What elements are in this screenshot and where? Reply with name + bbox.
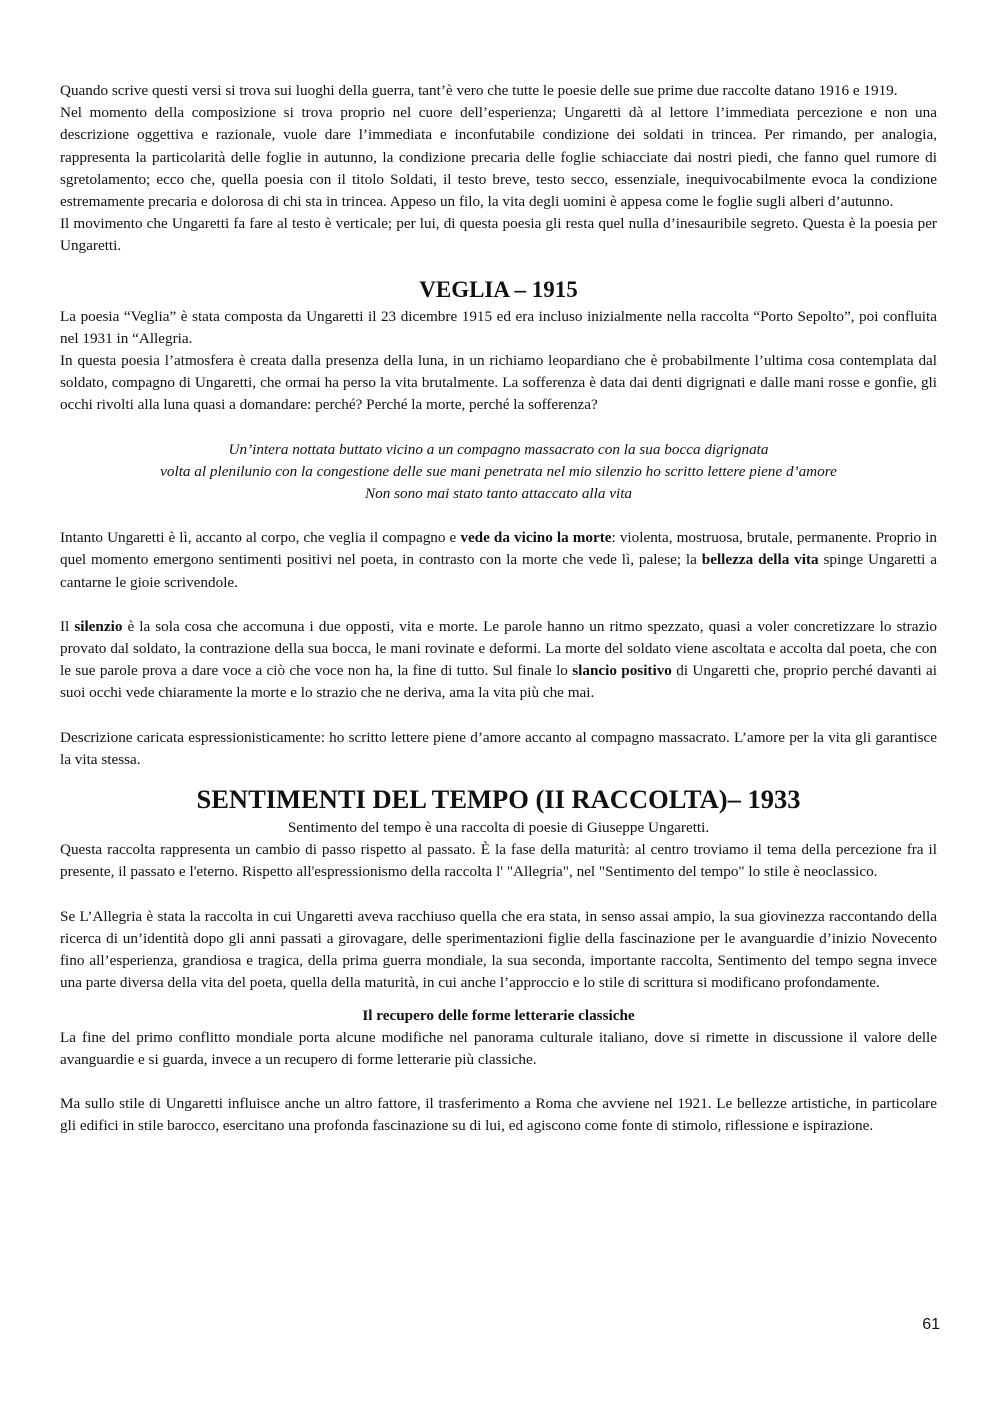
bold-phrase: vede da vicino la morte xyxy=(460,529,612,547)
veglia-paragraph-1: La poesia “Veglia” è stata composta da Ungaretti il 23 dicembre 1915 ed era incluso inizialmente nella raccolta “Porto Sepolto”, poi confluita nel 1931 in “Allegria. xyxy=(60,307,937,347)
sentimenti-paragraph-4: Ma sullo stile di Ungaretti influisce anche un altro fattore, il trasferimento a Roma che avviene nel 1921. Le bellezze artistiche, in particolare gli edifici in stile barocco, esercitano una profonda fascinazione su di lui, ed agiscono come fonte di stimolo, riflessione e ispirazione. xyxy=(60,1094,937,1135)
veglia-paragraph-5: Descrizione caricata espressionisticamente: ho scritto lettere piene d’amore accanto al compagno massacrato. L’amore per la vita gli garantisce la vita stessa. xyxy=(60,728,937,768)
sentimenti-paragraph-2: Se L’Allegria è stata la raccolta in cui Ungaretti aveva racchiuso quella che era stata, in senso assai ampio, la sua giovinezza raccontando della ricerca di un’identità dopo gli anni passati a girovagare, delle sperimentazioni figlie della fascinazione per le avanguardie d’inizio Novecento fino all’esperienza, grandiosa e tragica, della prima guerra mondiale, la sua seconda, importante raccolta, Sentimento del tempo segna invece una parte diversa della vita del poeta, quella della maturità, in cui anche l’approccio e lo stile di scrittura si modificano profondamente. xyxy=(60,907,937,992)
bold-phrase: bellezza della vita xyxy=(701,551,819,569)
page-content xyxy=(60,80,937,1137)
text-segment: Il xyxy=(60,617,75,635)
veglia-paragraph-2: In questa poesia l’atmosfera è creata dalla presenza della luna, in un richiamo leopardiano che è probabilmente l’ultima cosa contemplata dal soldato, compagno di Ungaretti, che ormai ha perso la vita brutalmente. La sofferenza è data dai denti digrignati e dalle mani rosse e gonfie, gli occhi rivolti alla luna quasi a domandare: perché? Perché la morte, perché la sofferenza? xyxy=(60,352,937,414)
sentimenti-title: SENTIMENTI DEL TEMPO (II RACCOLTA)– 1933 xyxy=(196,784,801,815)
intro-paragraph-2: Nel momento della composizione si trova proprio nel cuore dell’esperienza; Ungaretti dà al lettore l’immediata percezione e non una descrizione oggettiva e razionale, vuole dare l’immediata e inconfutabile condizione dei soldati in trincea. Per rimando, per analogia, rappresenta la particolarità delle foglie in autunno, la condizione precaria delle foglie schiacciate dai nostri piedi, che fanno quel rumore di sgretolamento; ecco che, quella poesia con il titolo Soldati, il testo breve, testo secco, essenziale, inequivocabilmente evoca la condizione estremamente precaria e dolorosa di chi sta in trincea. Appeso un filo, la vita degli uomini è appesa come le foglie sugli alberi d’autunno. xyxy=(60,104,937,211)
intro-paragraph-3: Il movimento che Ungaretti fa fare al testo è verticale; per lui, di questa poesia gli resta quel nulla d’inesauribile segreto. Questa è la poesia per Ungaretti. xyxy=(60,215,937,255)
intro-paragraph-1: Quando scrive questi versi si trova sui luoghi della guerra, tant’è vero che tutte le poesie delle sue prime due raccolte datano 1916 e 1919. xyxy=(60,82,898,99)
bold-phrase: slancio positivo xyxy=(572,662,672,680)
verse-line-3: Non sono mai stato tanto attaccato alla vita xyxy=(364,485,633,503)
verse-line-2: volta al plenilunio con la congestione delle sue mani penetrata nel mio silenzio ho scritto lettere piene d’amore xyxy=(160,462,837,480)
sentimenti-paragraph-1: Questa raccolta rappresenta un cambio di passo rispetto al passato. È la fase della maturità: al centro troviamo il tema della percezione fra il presente, il passato e l'eterno. Rispetto all'espressionismo della raccolta l' "Allegria", nel "Sentimento del tempo" lo stile è neoclassico. xyxy=(60,841,937,881)
page-number: 61 xyxy=(922,1316,940,1333)
sentimenti-subtitle: Sentimento del tempo è una raccolta di poesie di Giuseppe Ungaretti. xyxy=(287,819,710,837)
text-segment: è la sola cosa che accomuna i due opposti, vita e morte. Le parole hanno un ritmo spezzato, quasi a voler concretizzare lo strazio provato dal soldato, la contrazione della sua bocca, le mani rovinate e deformi. La morte del soldato viene ascoltata e accolta dal poeta, che con le sue parole prova a dare voce a ciò che voce non ha, la fine di tutto. Sul finale lo xyxy=(60,617,938,680)
text-segment: Intanto Ungaretti è lì, accanto al corpo, che veglia il compagno e xyxy=(60,529,461,547)
text-segment: : violenta, mostruosa, brutale, permanente. Proprio in quel momento emergono sentimenti positivi nel poeta, in contrasto con la morte che vede lì, palese; la xyxy=(60,529,938,569)
verse-line-1: Un’intera nottata buttato vicino a un compagno massacrato con la sua bocca digrignata xyxy=(228,440,769,458)
sentimenti-paragraph-3: La fine del primo conflitto mondiale porta alcune modifiche nel panorama culturale italiano, dove si rimette in discussione il valore delle avanguardie e si guarda, invece a un recupero di forme letterarie più classiche. xyxy=(60,1028,937,1068)
veglia-paragraph-3 xyxy=(60,527,937,594)
veglia-title: VEGLIA – 1915 xyxy=(419,276,578,302)
text-segment: spinge Ungaretti a cantarne le gioie scrivendole. xyxy=(60,551,937,591)
bold-phrase: silenzio xyxy=(74,617,123,635)
text-segment: di Ungaretti che, proprio perché davanti ai suoi occhi vede chiaramente la morte e lo strazio che ne deriva, ama la vita più che mai. xyxy=(60,662,937,702)
section-subheading: Il recupero delle forme letterarie classiche xyxy=(362,1006,635,1024)
veglia-paragraph-4 xyxy=(60,616,937,705)
